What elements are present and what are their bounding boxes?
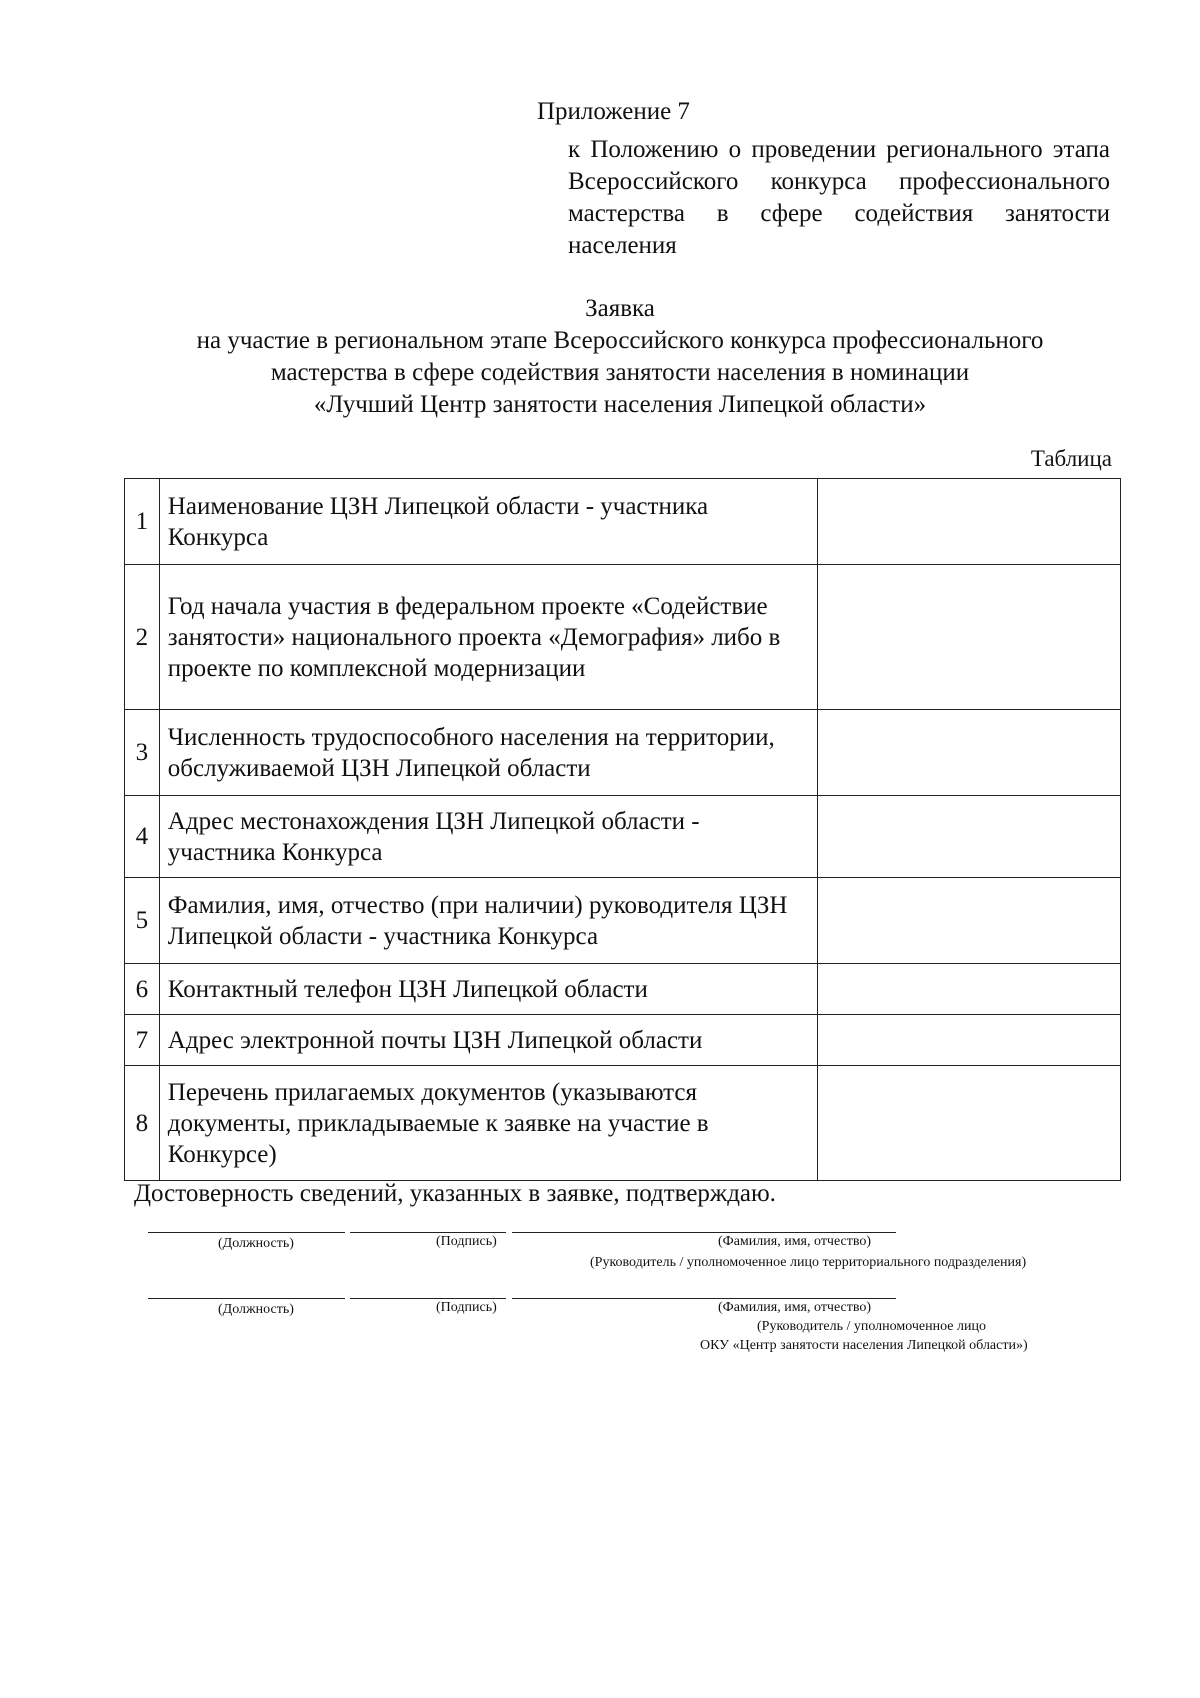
confirmation-statement: Достоверность сведений, указанных в заявке, подтверждаю. bbox=[134, 1180, 776, 1207]
row-value-cell[interactable] bbox=[818, 878, 1121, 964]
row-number: 7 bbox=[125, 1015, 160, 1066]
application-subtitle-line-3: «Лучший Центр занятости населения Липецкой области» bbox=[313, 391, 927, 418]
row-value-cell[interactable] bbox=[818, 565, 1121, 710]
table-row bbox=[125, 710, 1121, 796]
table-row bbox=[125, 479, 1121, 565]
row-number: 2 bbox=[125, 565, 160, 710]
full-name-label: (Фамилия, имя, отчество) bbox=[718, 1234, 872, 1249]
row-value-cell[interactable] bbox=[818, 710, 1121, 796]
signature-label: (Подпись) bbox=[436, 1234, 497, 1249]
table-row bbox=[125, 1066, 1121, 1181]
application-table bbox=[124, 478, 1121, 1181]
table-row bbox=[125, 878, 1121, 964]
full-name-signature-line[interactable] bbox=[512, 1298, 896, 1299]
row-number: 3 bbox=[125, 710, 160, 796]
full-name-label: (Фамилия, имя, отчество) bbox=[718, 1300, 872, 1315]
signature-line[interactable] bbox=[350, 1232, 506, 1233]
row-value-cell[interactable] bbox=[818, 796, 1121, 878]
row-description: Фамилия, имя, отчество (при наличии) руководителя ЦЗН Липецкой области - участника Конкурса bbox=[159, 878, 817, 964]
row-description: Адрес электронной почты ЦЗН Липецкой области bbox=[159, 1015, 817, 1066]
row-value-cell[interactable] bbox=[818, 479, 1121, 565]
application-subtitle-line-1: на участие в региональном этапе Всероссийского конкурса профессионального bbox=[196, 327, 1044, 354]
position-signature-line[interactable] bbox=[148, 1298, 345, 1299]
table-row bbox=[125, 1015, 1121, 1066]
application-subtitle-line-2: мастерства в сфере содействия занятости населения в номинации bbox=[270, 359, 970, 386]
appendix-title: Приложение 7 bbox=[537, 98, 690, 125]
table-row bbox=[125, 565, 1121, 710]
row-number: 5 bbox=[125, 878, 160, 964]
signature-line[interactable] bbox=[350, 1298, 506, 1299]
signature-label: (Подпись) bbox=[436, 1300, 497, 1315]
row-description: Год начала участия в федеральном проекте «Содействие занятости» национального проекта «Демография» либо в проекте по комплексной модернизации bbox=[159, 565, 817, 710]
row-number: 4 bbox=[125, 796, 160, 878]
row-number: 6 bbox=[125, 964, 160, 1015]
table-row bbox=[125, 796, 1121, 878]
signatory-role-line-2: ОКУ «Центр занятости населения Липецкой области») bbox=[700, 1338, 1028, 1353]
row-number: 8 bbox=[125, 1066, 160, 1181]
row-description: Перечень прилагаемых документов (указываются документы, прикладываемые к заявке на участие в Конкурсе) bbox=[159, 1066, 817, 1181]
row-value-cell[interactable] bbox=[818, 964, 1121, 1015]
row-value-cell[interactable] bbox=[818, 1066, 1121, 1181]
table-caption: Таблица bbox=[1030, 446, 1112, 471]
row-description: Контактный телефон ЦЗН Липецкой области bbox=[159, 964, 817, 1015]
table-row bbox=[125, 964, 1121, 1015]
application-title: Заявка bbox=[585, 295, 655, 322]
row-description: Адрес местонахождения ЦЗН Липецкой области - участника Конкурса bbox=[159, 796, 817, 878]
row-description: Наименование ЦЗН Липецкой области - участника Конкурса bbox=[159, 479, 817, 565]
row-number: 1 bbox=[125, 479, 160, 565]
application-title-block bbox=[0, 293, 1200, 421]
row-value-cell[interactable] bbox=[818, 1015, 1121, 1066]
position-signature-line[interactable] bbox=[148, 1232, 345, 1233]
row-description: Численность трудоспособного населения на территории, обслуживаемой ЦЗН Липецкой области bbox=[159, 710, 817, 796]
signatory-role: (Руководитель / уполномоченное лицо территориального подразделения) bbox=[590, 1255, 1027, 1270]
appendix-reference: к Положению о проведении регионального этапа Всероссийского конкурса профессионального мастерства в сфере содействия занятости населения bbox=[568, 136, 1110, 259]
full-name-signature-line[interactable] bbox=[512, 1232, 896, 1233]
position-label: (Должность) bbox=[218, 1236, 294, 1251]
signatory-role-line-1: (Руководитель / уполномоченное лицо bbox=[757, 1319, 986, 1334]
position-label: (Должность) bbox=[218, 1302, 294, 1317]
